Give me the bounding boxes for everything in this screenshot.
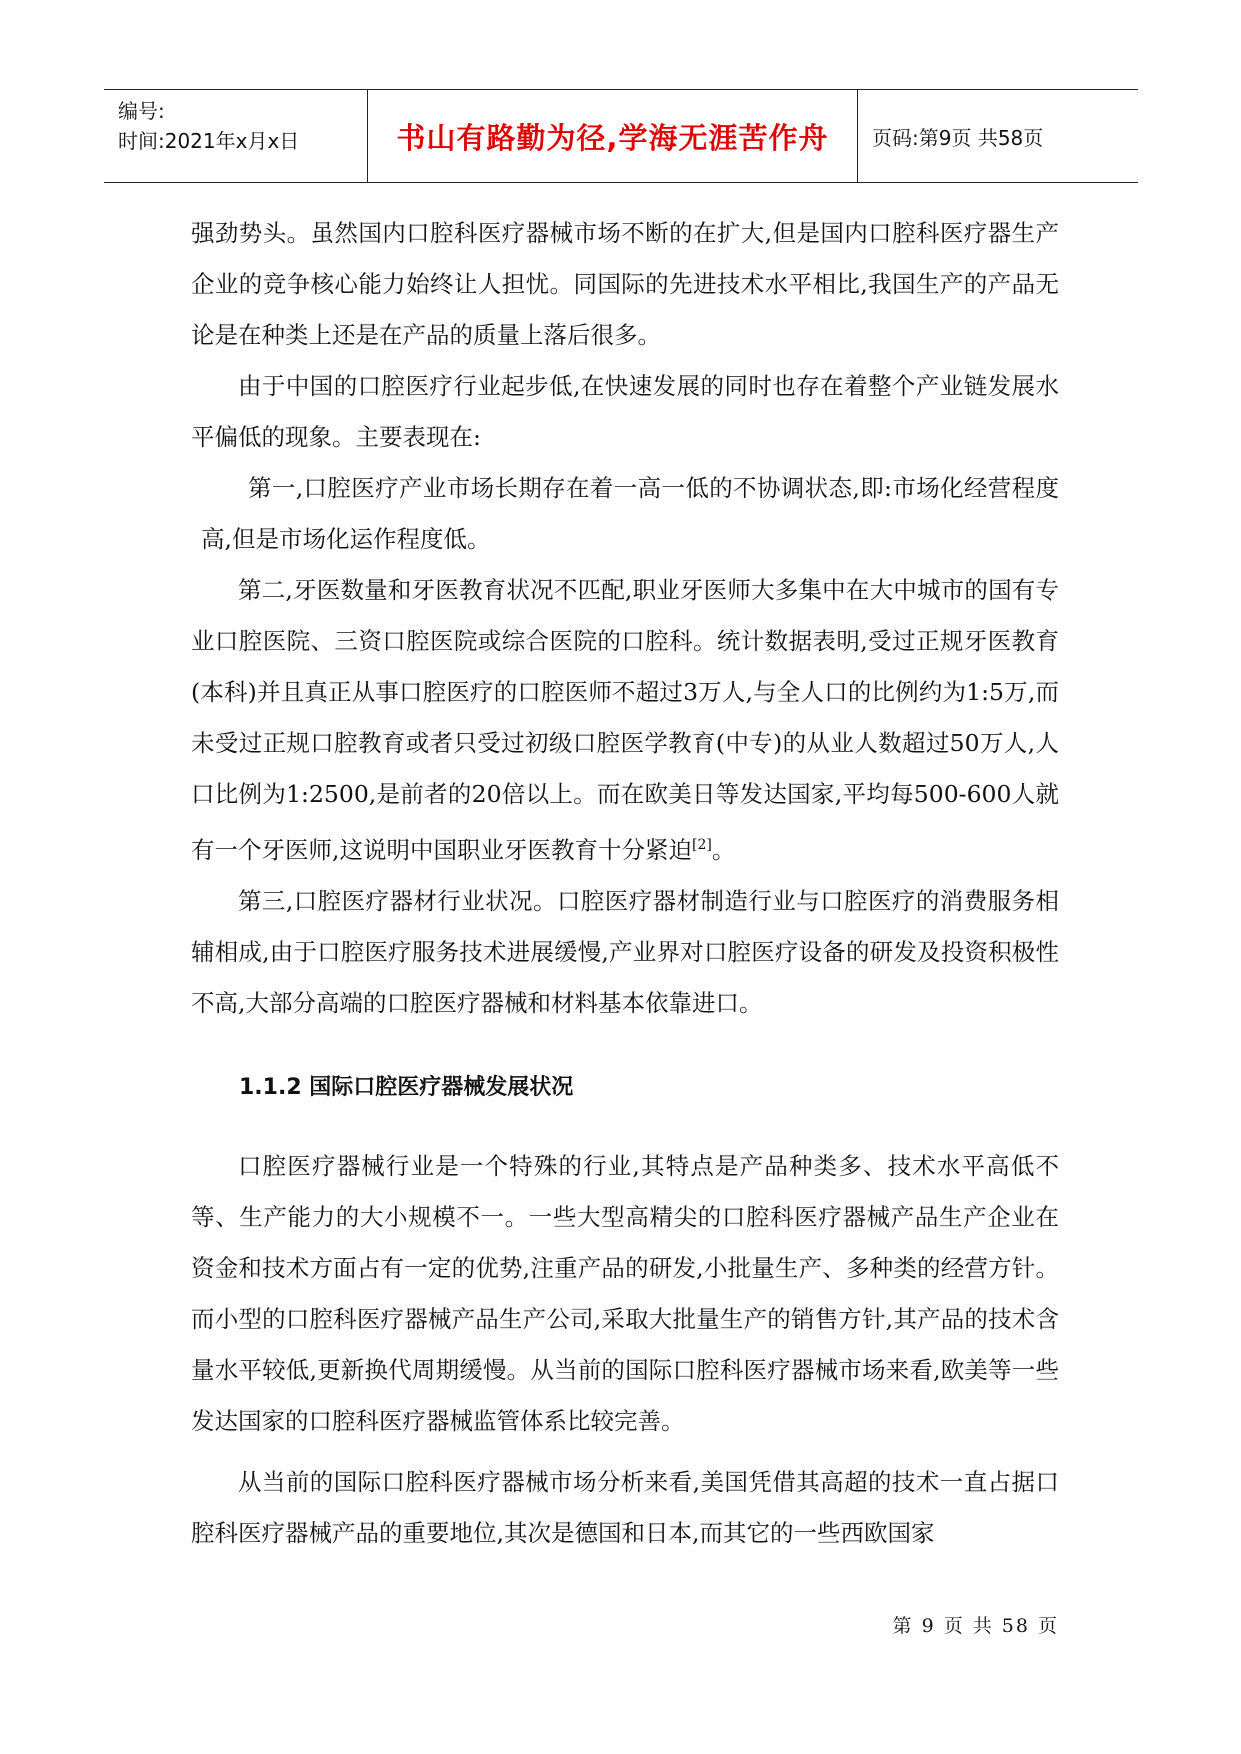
paragraph-point-three: 第三,口腔医疗器材行业状况。口腔医疗器材制造行业与口腔医疗的消费服务相辅相成,由于口腔医疗服务技术进展缓慢,产业界对口腔医疗设备的研发及投资积极性不高,大部分高端的口腔医疗器械和材料基本依靠进口。 bbox=[191, 886, 1059, 1017]
citation-reference: [2] bbox=[691, 837, 712, 853]
document-time-label: 时间:2021年x月x日 bbox=[118, 129, 300, 153]
citation-tail: 。 bbox=[711, 835, 736, 864]
document-number-label: 编号: bbox=[118, 99, 165, 123]
header-page-number: 页码:第9页 共58页 bbox=[872, 125, 1044, 150]
paragraph-international-market: 从当前的国际口腔科医疗器械市场分析来看,美国凭借其高超的技术一直占据口腔科医疗器械产品的重要地位,其次是德国和日本,而其它的一些西欧国家 bbox=[191, 1467, 1059, 1547]
paragraph-international-overview: 口腔医疗器械行业是一个特殊的行业,其特点是产品种类多、技术水平高低不等、生产能力的大小规模不一。一些大型高精尖的口腔科医疗器械产品生产企业在资金和技术方面占有一定的优势,注重产品的研发,小批量生产、多种类的经营方针。而小型的口腔科医疗器械产品生产公司,采取大批量生产的销售方针,其产品的技术含量水平较低,更新换代周期缓慢。从当前的国际口腔科医疗器械市场来看,欧美等一些发达国家的口腔科医疗器械监管体系比较完善。 bbox=[191, 1151, 1059, 1435]
section-heading: 1.1.2 国际口腔医疗器械发展状况 bbox=[239, 1074, 574, 1100]
paragraph-point-two bbox=[191, 565, 1059, 876]
document-body bbox=[191, 208, 1059, 1559]
header-meta bbox=[104, 90, 368, 182]
paragraph-industry-overview: 由于中国的口腔医疗行业起步低,在快速发展的同时也存在着整个产业链发展水平偏低的现象。主要表现在: bbox=[191, 372, 1059, 451]
header-motto: 书山有路勤为径,学海无涯苦作舟 bbox=[368, 90, 858, 182]
page-header bbox=[104, 89, 1138, 183]
paragraph-continued: 强劲势头。虽然国内口腔科医疗器械市场不断的在扩大,但是国内口腔科医疗器生产企业的竞争核心能力始终让人担忧。同国际的先进技术水平相比,我国生产的产品无论是在种类上还是在产品的质量上落后很多。 bbox=[191, 219, 1059, 349]
page-footer: 第 9 页 共 58 页 bbox=[892, 1615, 1059, 1637]
paragraph-point-two-text: 第二,牙医数量和牙医教育状况不匹配,职业牙医师大多集中在大中城市的国有专业口腔医院、三资口腔医院或综合医院的口腔科。统计数据表明,受过正规牙医教育(本科)并且真正从事口腔医疗的口腔医师不超过3万人,与全人口的比例约为1:5万,而未受过正规口腔教育或者只受过初级口腔医学教育(中专)的从业人数超过50万人,人口比例为1:2500,是前者的20倍以上。而在欧美日等发达国家,平均每500-600人就有一个牙医师,这说明中国职业牙医教育十分紧迫 bbox=[191, 576, 1059, 864]
paragraph-point-one: 第一,口腔医疗产业市场长期存在着一高一低的不协调状态,即:市场化经营程度高,但是市场化运作程度低。 bbox=[201, 474, 1059, 553]
